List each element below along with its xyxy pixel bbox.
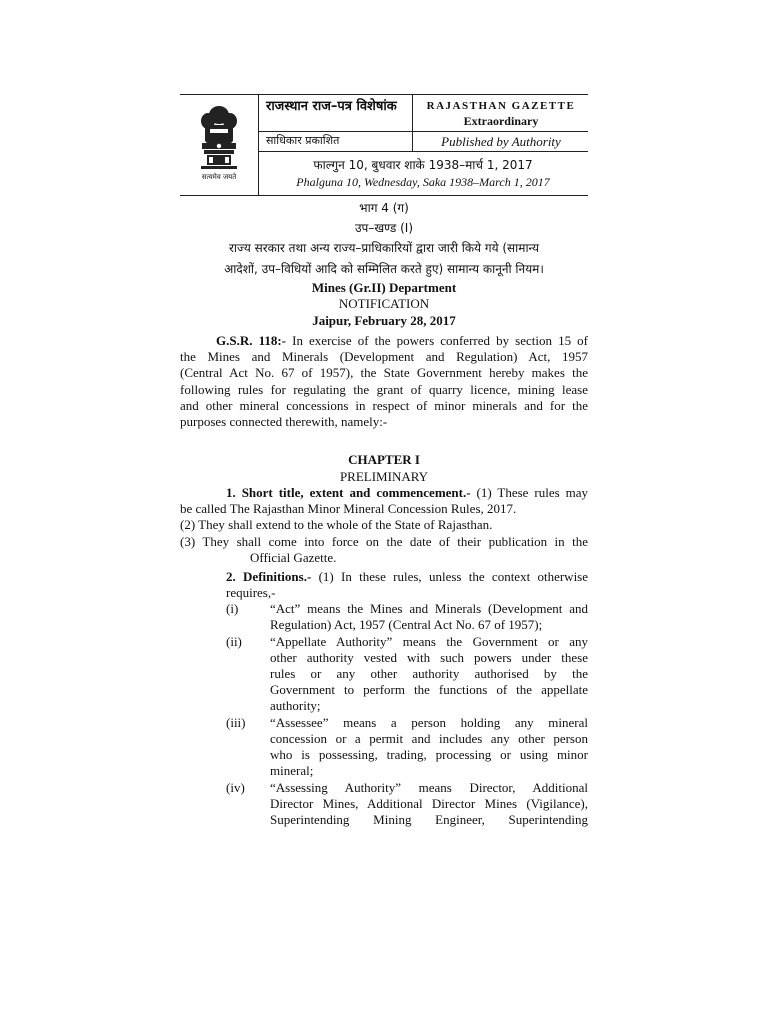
gazette-title-hindi: राजस्थान राज–पत्र विशेषांक <box>266 99 397 114</box>
gazette-title-english: RAJASTHAN GAZETTE <box>426 100 576 112</box>
definition-line: authority; <box>270 698 321 713</box>
header-divider <box>258 151 588 152</box>
issue-date-hindi: फाल्गुन 10, बुधवार शाके 1938–मार्च 1, 2017 <box>313 158 533 172</box>
definition-line: “Assessee” means a person holding any mineral <box>270 715 588 730</box>
gsr-label: G.S.R. 118:- <box>216 333 287 348</box>
definition-line: Government to perform the functions of the appellate <box>270 682 588 697</box>
definition-line: Regulation) Act, 1957 (Central Act No. 67 of 1957); <box>270 617 543 632</box>
definition-line: “Act” means the Mines and Minerals (Development and <box>270 601 588 616</box>
definition-number: (iv) <box>226 780 245 795</box>
gsr-paragraph-text: In exercise of the powers conferred by section 15 of <box>292 333 589 348</box>
definition-line: mineral; <box>270 763 314 778</box>
place-date: Jaipur, February 28, 2017 <box>312 313 456 328</box>
rule-1-line: be called The Rajasthan Minor Mineral Concession Rules, 2017. <box>180 501 517 516</box>
gsr-paragraph-line: following rules for regulating the grant of quarry licence, mining lease <box>180 382 588 397</box>
definition-number: (i) <box>226 601 239 616</box>
gsr-paragraph-line <box>216 333 588 349</box>
part-number: भाग 4 (ग) <box>359 201 409 215</box>
rule-1-sub-3: (3) They shall come into force on the date of their publication in the <box>180 534 588 549</box>
department-heading: Mines (Gr.II) Department <box>311 280 457 295</box>
chapter-subtitle: PRELIMINARY <box>339 469 429 484</box>
rule-1-sub-2: (2) They shall extend to the whole of the State of Rajasthan. <box>180 517 493 532</box>
emblem-motto: सत्यमेव जयते <box>201 173 237 181</box>
part-description-line: आदेशों, उप–विधियों आदि को सम्मिलित करते हुए) सामान्य कानूनी नियम। <box>224 262 544 276</box>
emblem-cell <box>180 95 259 195</box>
gsr-paragraph-line: and other mineral concessions in respect of minor minerals and for the <box>180 398 588 413</box>
gsr-paragraph-line: purposes connected therewith, namely:- <box>180 414 388 429</box>
definition-line: Director Mines, Additional Director Mines (Vigilance), <box>270 796 588 811</box>
definition-line: “Assessing Authority” means Director, Additional <box>270 780 588 795</box>
rule-2-line: requires,- <box>226 585 276 600</box>
rule-2-line <box>226 569 588 585</box>
national-emblem-icon <box>196 103 242 173</box>
published-by-authority-english: Published by Authority <box>441 134 561 149</box>
rule-1-line <box>226 485 588 501</box>
definition-line: rules or any other authority authorised by the <box>270 666 588 681</box>
published-english-cell <box>412 131 589 151</box>
rule-1-heading: 1. Short title, extent and commencement.- <box>226 485 471 500</box>
sub-section: उप–खण्ड (I) <box>354 221 414 235</box>
gazette-subtitle: Extraordinary <box>463 114 539 128</box>
english-title-cell <box>412 95 589 131</box>
definition-line: Superintending Mining Engineer, Superintending <box>270 812 588 827</box>
rule-2-heading: 2. Definitions.- <box>226 569 312 584</box>
definition-line: concession or a permit and includes any other person <box>270 731 588 746</box>
gazette-header <box>180 94 588 196</box>
gsr-paragraph-line: (Central Act No. 67 of 1957), the State Government hereby makes the <box>180 365 588 380</box>
published-by-authority-hindi: साधिकार प्रकाशित <box>266 134 340 147</box>
issue-date-english: Phalguna 10, Wednesday, Saka 1938–March 1, 2017 <box>296 175 550 189</box>
definition-line: other authority vested with such powers under these <box>270 650 588 665</box>
gsr-paragraph-line: the Mines and Minerals (Development and Regulation) Act, 1957 <box>180 349 588 364</box>
definition-line: “Appellate Authority” means the Government or any <box>270 634 588 649</box>
notification-heading: NOTIFICATION <box>338 296 430 311</box>
definition-line: who is possessing, trading, processing or using minor <box>270 747 588 762</box>
rule-2-text: (1) In these rules, unless the context otherwise <box>318 569 589 584</box>
part-description-line: राज्य सरकार तथा अन्य राज्य–प्राधिकारियों द्वारा जारी किये गये (सामान्य <box>228 241 540 255</box>
rule-1-text: (1) These rules may <box>476 485 588 500</box>
rule-1-sub-3: Official Gazette. <box>250 550 337 565</box>
chapter-title: CHAPTER I <box>348 452 420 467</box>
definition-number: (ii) <box>226 634 242 649</box>
definition-number: (iii) <box>226 715 246 730</box>
